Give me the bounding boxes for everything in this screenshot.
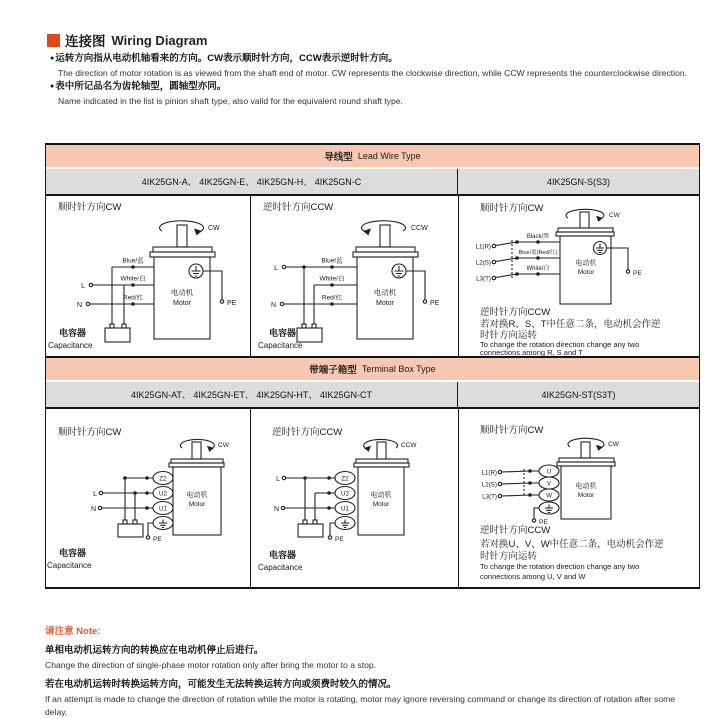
motor-label-en: Motor bbox=[577, 269, 595, 276]
motor-label-zh: 电动机 bbox=[373, 288, 396, 297]
svg-text:PE: PE bbox=[429, 300, 439, 307]
switch-terminals bbox=[482, 469, 539, 501]
n-terminal bbox=[77, 302, 90, 309]
page-title bbox=[47, 30, 207, 50]
wire-label-blue-red: Blue/蓝(Red/红) bbox=[518, 250, 558, 256]
rotation-arrow-cw-icon bbox=[568, 438, 620, 451]
svg-text:CCW: CCW bbox=[410, 225, 428, 232]
motor-label-zh: 电动机 bbox=[575, 483, 597, 490]
pe-terminal bbox=[607, 248, 643, 277]
motor-label-en: Motor bbox=[577, 492, 595, 499]
svg-text:PE: PE bbox=[633, 270, 642, 277]
motor-label-en: Motor bbox=[375, 300, 394, 307]
terminal-ovals bbox=[539, 465, 559, 514]
s3-note-en1: To change the rotation direction change any two bbox=[480, 340, 640, 349]
terminal-box-header-en: Terminal Box Type bbox=[361, 364, 436, 374]
pe-terminal bbox=[406, 271, 440, 307]
ground-icon bbox=[341, 520, 349, 528]
wires bbox=[517, 232, 560, 276]
motor-label-zh: 电动机 bbox=[186, 492, 208, 499]
note-title: 请注意 Note: bbox=[45, 626, 101, 637]
motor-outline bbox=[150, 225, 215, 339]
terminal-ovals bbox=[153, 472, 173, 530]
intro-line-1-en: The direction of motor rotation is as viewed from the shaft end of motor. CW represents the clockwise direction, while CCW represents the counterclockwise direction. bbox=[58, 68, 688, 78]
svg-text:L: L bbox=[81, 283, 85, 290]
ground-icon bbox=[594, 242, 607, 255]
terminal-z2: Z2 bbox=[340, 475, 349, 483]
s3t-note-en2: connections among U, V and W bbox=[480, 572, 586, 581]
terminal-z2: Z2 bbox=[159, 475, 167, 483]
svg-text:CW: CW bbox=[208, 225, 220, 232]
terminal-l1: L1(R) bbox=[475, 243, 491, 251]
lead-wire-models-left: 4IK25GN-A、 4IK25GN-E、 4IK25GN-H、 4IK25GN-C bbox=[46, 169, 458, 194]
cw-heading: 顺时针方向CW bbox=[480, 425, 544, 436]
terminal-box-diagrams bbox=[46, 409, 699, 587]
cw-heading: 顺时针方向CW bbox=[58, 202, 122, 213]
terminal-box-header-zh: 带端子箱型 bbox=[309, 365, 357, 376]
wire-label-red: Red/红 bbox=[321, 294, 342, 302]
rotation-arrow-cw-icon bbox=[180, 439, 229, 451]
lead-wire-header-en: Lead Wire Type bbox=[357, 151, 421, 161]
svg-text:CW: CW bbox=[609, 212, 620, 219]
ground-icon bbox=[159, 520, 167, 528]
lead-wire-header bbox=[46, 145, 699, 167]
rotation-arrow-cw-icon bbox=[159, 221, 220, 236]
wires bbox=[284, 476, 335, 520]
svg-text:PE: PE bbox=[227, 300, 237, 307]
s3t-note-zh1: 若对换U、V、W中任意二条，电动机会作逆 bbox=[480, 539, 664, 550]
note-line-2-en: If an attempt is made to change the direction of rotation while the motor is rotating, motor may ignore reversing command or change its direction of rotation after some delay. bbox=[45, 694, 676, 717]
svg-text:N: N bbox=[90, 506, 96, 513]
terminal-box-models-right: 4IK25GN-ST(S3T) bbox=[541, 389, 616, 400]
n-terminal bbox=[91, 506, 102, 513]
n-terminal bbox=[270, 302, 283, 309]
note-line-1-zh: 单相电动机运转方向的转换应在电动机停止后进行。 bbox=[45, 645, 264, 656]
terminal-u2: U2 bbox=[159, 490, 167, 498]
capacitor-label-zh: 电容器 bbox=[268, 328, 296, 338]
motor-label-zh: 电动机 bbox=[575, 260, 597, 267]
capacitor bbox=[298, 520, 323, 537]
terminal-u1: U1 bbox=[340, 505, 349, 513]
l-terminal bbox=[81, 283, 93, 290]
wires bbox=[283, 256, 357, 325]
svg-text:PE: PE bbox=[539, 519, 548, 526]
page-title-zh: 连接图 bbox=[65, 34, 106, 49]
n-terminal bbox=[273, 506, 284, 513]
bullet-icon: ● bbox=[50, 83, 55, 90]
wire-label-blue: Blue/蓝 bbox=[122, 257, 144, 265]
capacitor-label-en: Capacitance bbox=[257, 563, 302, 572]
motor-outline bbox=[169, 442, 224, 535]
motor-outline bbox=[353, 225, 418, 339]
svg-text:L: L bbox=[275, 476, 280, 483]
wire-label-white: White/白 bbox=[526, 266, 550, 272]
terminal-v: V bbox=[546, 480, 552, 488]
terminal-box-models-left: 4IK25GN-AT、 4IK25GN-ET、 4IK25GN-HT、 4IK25GN-CT bbox=[46, 382, 458, 407]
lead-wire-models-row bbox=[46, 169, 699, 194]
s3-ccw-heading: 逆时针方向CCW bbox=[480, 307, 551, 318]
terminal-box-models-row bbox=[46, 382, 699, 407]
capacitor-label-en: Capacitance bbox=[48, 341, 93, 350]
capacitor-label-zh: 电容器 bbox=[268, 550, 296, 560]
ground-icon bbox=[189, 264, 203, 278]
title-accent-square-icon bbox=[47, 34, 60, 47]
diagram-lead-wire-cw bbox=[46, 196, 251, 356]
note-line-2-zh: 若在电动机运转时转换运转方向，可能发生无法转换运转方向或须费时较久的情况。 bbox=[45, 679, 397, 690]
svg-text:N: N bbox=[76, 302, 82, 309]
diagram-s3 bbox=[459, 196, 699, 356]
ground-icon bbox=[392, 264, 406, 278]
l-terminal bbox=[274, 265, 286, 272]
note-line-1-en: Change the direction of single-phase motor rotation only after bring the motor to a stop. bbox=[45, 660, 377, 670]
lead-wire-header-zh: 导线型 bbox=[324, 152, 353, 163]
s3-note-zh1: 若对换R、S、T中任意二条，电动机会作逆 bbox=[480, 319, 661, 330]
intro-notes bbox=[50, 52, 695, 108]
svg-text:N: N bbox=[273, 506, 279, 513]
bullet-icon: ● bbox=[50, 55, 55, 62]
s3t-note-zh2: 时针方向运转 bbox=[480, 551, 538, 562]
page-title-en: Wiring Diagram bbox=[111, 32, 208, 48]
s3-note-en2: connections among R, S and T bbox=[480, 348, 583, 356]
diagram-s3t bbox=[459, 409, 699, 587]
svg-text:N: N bbox=[270, 302, 276, 309]
svg-text:PE: PE bbox=[334, 536, 344, 543]
pe-terminal bbox=[203, 271, 237, 307]
terminal-u1: U1 bbox=[159, 505, 167, 513]
lead-wire-diagrams bbox=[46, 196, 699, 356]
terminal-l3: L3(T) bbox=[482, 493, 497, 501]
rotation-arrow-cw-icon bbox=[566, 209, 621, 222]
capacitor-label-zh: 电容器 bbox=[59, 328, 87, 338]
lead-wire-models-right: 4IK25GN-S(S3) bbox=[546, 176, 611, 187]
svg-text:CW: CW bbox=[608, 441, 619, 448]
capacitor-label-en: Capacitance bbox=[47, 561, 92, 570]
motor-label-en: Motor bbox=[173, 300, 191, 307]
cw-heading: 顺时针方向CW bbox=[480, 203, 544, 214]
motor-label-en: Motor bbox=[372, 501, 389, 508]
terminal-u2: U2 bbox=[340, 490, 349, 498]
l-terminal bbox=[276, 476, 286, 483]
motor-outline bbox=[556, 212, 614, 304]
ccw-heading: 逆时针方向CCW bbox=[262, 202, 333, 213]
motor-outline bbox=[557, 442, 615, 519]
terminal-l3: L3(T) bbox=[476, 275, 491, 283]
intro-line-2-zh: ●表中所记品名为齿轮轴型，圆轴型亦同。 bbox=[50, 81, 227, 92]
wire-label-white: White/白 bbox=[120, 275, 146, 283]
motor-label-en: Motor bbox=[188, 501, 206, 508]
wire-label-blue: Blue/蓝 bbox=[320, 257, 343, 265]
capacitor bbox=[297, 324, 322, 342]
terminal-l1: L1(R) bbox=[481, 469, 497, 477]
ccw-heading: 逆时针方向CCW bbox=[271, 427, 342, 438]
intro-line-1-zh: ●运转方向指从电动机轴看来的方向。CW表示顺时针方向，CCW表示逆时针方向。 bbox=[50, 53, 398, 64]
wire-label-black: Black/黑 bbox=[526, 234, 550, 240]
capacitor-label-zh: 电容器 bbox=[59, 548, 87, 558]
rotation-arrow-ccw-icon bbox=[361, 221, 428, 236]
terminal-ovals bbox=[335, 472, 355, 530]
rotation-arrow-ccw-icon bbox=[363, 439, 417, 451]
terminal-u: U bbox=[546, 468, 552, 476]
terminal-box-header bbox=[46, 358, 699, 380]
diagram-lead-wire-ccw bbox=[251, 196, 460, 356]
wires bbox=[90, 256, 154, 325]
s3t-note-en1: To change the rotation direction change any two bbox=[480, 562, 640, 571]
motor-label-zh: 电动机 bbox=[170, 288, 194, 297]
cw-heading: 顺时针方向CW bbox=[58, 427, 122, 438]
diagram-tbox-cw bbox=[46, 409, 251, 587]
motor-outline bbox=[354, 442, 409, 535]
wire-label-red: Red/红 bbox=[122, 294, 144, 302]
svg-text:L: L bbox=[273, 265, 278, 272]
wiring-table bbox=[45, 143, 700, 589]
footer-notes bbox=[45, 623, 695, 719]
capacitor-label-en: Capacitance bbox=[257, 341, 302, 350]
l-terminal bbox=[93, 491, 103, 498]
wires bbox=[101, 476, 153, 520]
terminal-w: W bbox=[546, 492, 552, 500]
svg-text:L: L bbox=[93, 491, 97, 498]
capacitor bbox=[105, 324, 130, 342]
wire-label-white: White/白 bbox=[319, 275, 344, 283]
svg-text:PE: PE bbox=[153, 536, 162, 543]
s3t-ccw-heading: 逆时针方向CCW bbox=[480, 525, 551, 536]
switch-terminals bbox=[476, 240, 519, 283]
terminal-l2: L2(S) bbox=[475, 259, 491, 267]
table-border-bottom bbox=[46, 587, 699, 589]
diagram-tbox-ccw bbox=[251, 409, 460, 587]
svg-text:CCW: CCW bbox=[400, 442, 417, 449]
capacitor bbox=[118, 520, 143, 537]
motor-label-zh: 电动机 bbox=[370, 492, 391, 499]
ground-icon bbox=[545, 505, 553, 513]
s3-note-zh2: 时针方向运转 bbox=[480, 330, 538, 341]
intro-line-2-en: Name indicated in the list is pinion shaft type, also valid for the equivalent round shaft type. bbox=[58, 96, 403, 106]
svg-text:CW: CW bbox=[218, 442, 229, 449]
terminal-l2: L2(S) bbox=[481, 481, 497, 489]
